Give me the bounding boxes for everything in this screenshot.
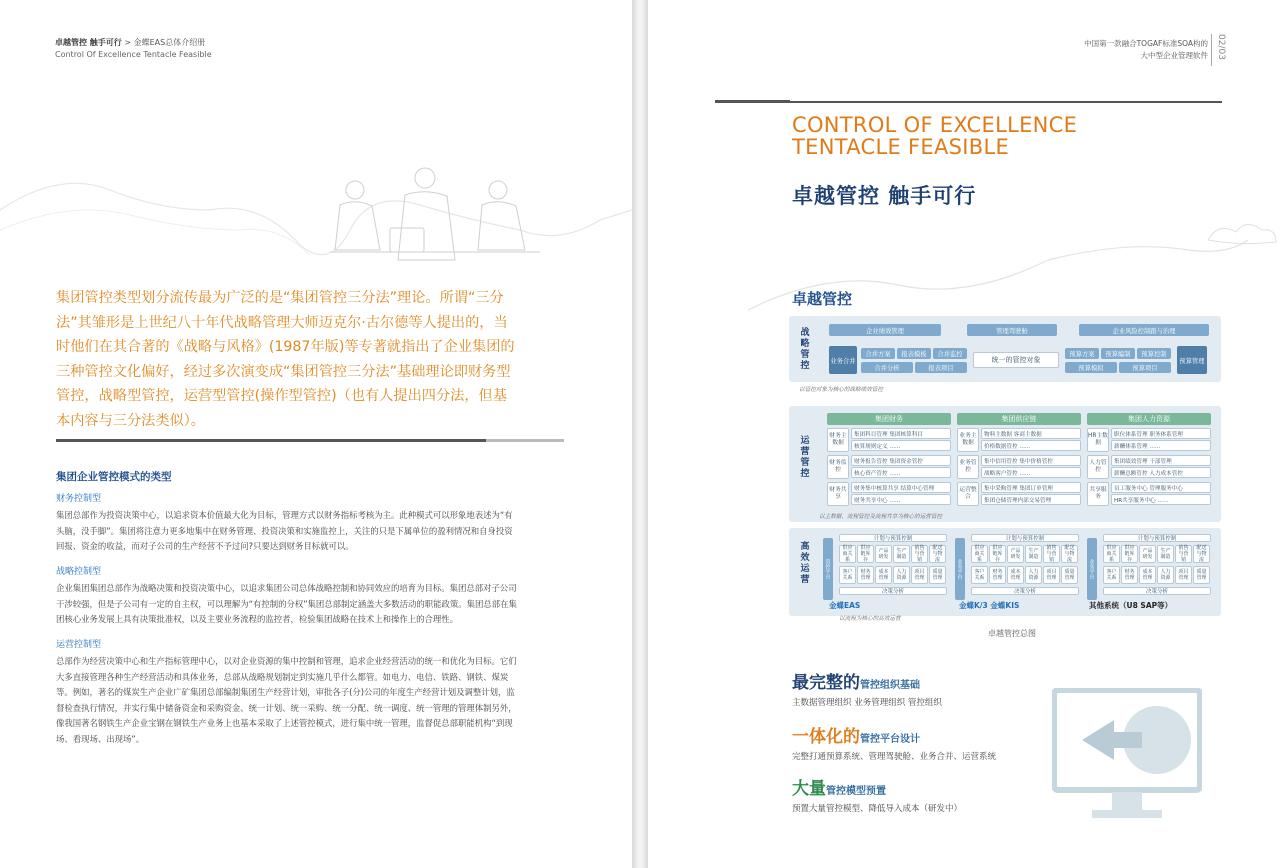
ops-cell: 客户关系 <box>839 566 856 584</box>
row-label: 业务管控 <box>957 455 979 479</box>
diagram-box: 管理驾驶舱 <box>967 324 1057 336</box>
ops-cell: 质量管理 <box>1193 566 1210 584</box>
row-item: 薪酬总额管控 人力成本管控 <box>1111 467 1211 478</box>
row-item: 核算规则定义 …… <box>851 440 951 451</box>
ops-cell: 供应商关系 <box>1103 545 1120 563</box>
platform-side: 业务平台 <box>1087 538 1097 600</box>
decision-bar: 决策分析 <box>1103 587 1211 595</box>
header-line-1: 中国第一款融合TOGAF标准SOA构的 <box>1084 39 1208 48</box>
ops-cell: 销售与营销 <box>1043 545 1060 563</box>
page-number: 02/03 <box>1211 34 1226 66</box>
ops-cell: 项目管理 <box>1043 566 1060 584</box>
row-item: 职位体系管理 职务体系管理 <box>1111 428 1211 439</box>
feature-small: 管控组织基础 <box>860 680 920 691</box>
diagram-note: 以流程为核心的高效运营 <box>839 616 901 622</box>
feature-desc: 完整打通预算系统、管理驾驶舱、业务合并、运营系统 <box>792 752 997 762</box>
diagram-box: 预算控制 <box>1137 348 1171 359</box>
row-item: 财务集中核算共享 结算中心管理 <box>851 482 951 493</box>
row-item: 物料主数据 客商主数据 <box>981 428 1081 439</box>
diagram-box: 合并分析 <box>861 362 913 373</box>
divider <box>56 439 564 442</box>
feature-big: 最完整的 <box>792 673 860 693</box>
title-en <box>792 114 1077 158</box>
feature-big: 大量 <box>792 779 826 799</box>
row-label: 运营整合 <box>957 482 979 506</box>
type-title: 财务控制型 <box>56 493 102 504</box>
row-item: 薪酬体系管理 …… <box>1111 440 1211 451</box>
type-body: 集团总部作为投资决策中心，以追求资本价值最大化为目标，管理方式以财务指标考核为主。此种模式可以形象地表述为“有头脑，没手脚”。集团将注意力更多地集中在财务管理、投资决策和实施监控上，关注的只是下属单位的盈利情况和自身投资回报、资金的收益，而对子公司的生产经营不予过问?只要达到财务目标就可以。 <box>56 510 513 551</box>
diagram-box: 企业绩效管理 <box>829 324 941 336</box>
ops-cell: 财务管理 <box>857 566 874 584</box>
ops-cell: 供应商关系 <box>971 545 988 563</box>
system-logo: 金蝶EAS <box>829 601 861 610</box>
band-label: 高效运营 <box>800 542 810 585</box>
type-title: 运营控制型 <box>56 639 102 650</box>
feature-small: 管控模型预置 <box>826 786 886 797</box>
ops-cell: 供应链库存 <box>1121 545 1138 563</box>
divider <box>715 101 1222 103</box>
right-page <box>648 0 1280 868</box>
diagram-box: 报表项目 <box>915 362 967 373</box>
ops-cell: 销售与营销 <box>911 545 928 563</box>
ops-cell: 供应链库存 <box>989 545 1006 563</box>
ops-cell: 成本管理 <box>1007 566 1024 584</box>
section-title: 卓越管控 <box>792 290 853 308</box>
row-item: HR共享服务中心 …… <box>1111 494 1211 505</box>
ops-cell: 销售与营销 <box>1175 545 1192 563</box>
type-title: 战略控制型 <box>56 566 102 577</box>
diagram-box: 预算模拟 <box>1065 362 1117 373</box>
feature-small: 管控平台设计 <box>860 734 920 745</box>
system-logo: 其他系统（U8 SAP等） <box>1089 601 1173 610</box>
row-item: 集中采购管理 集团订单管理 <box>981 482 1081 493</box>
ops-cell: 生产制造 <box>1025 545 1042 563</box>
diagram-box: 合并监控 <box>933 348 967 359</box>
book-gutter <box>632 0 648 868</box>
feature-big: 一体化的 <box>792 727 860 747</box>
diagram-caption: 卓越管控总图 <box>988 629 1036 638</box>
feature-desc: 预置大量管控模型、降低导入成本（研发中） <box>792 804 963 814</box>
ops-cell: 供应链库存 <box>857 545 874 563</box>
decision-bar: 决策分析 <box>971 587 1079 595</box>
ops-cell: 人力资源 <box>1157 566 1174 584</box>
diagram-box: 预算编制 <box>1101 348 1135 359</box>
ops-cell: 客户关系 <box>971 566 988 584</box>
diagram-box: 统一的管控对象 <box>973 352 1059 368</box>
row-label: 业务主数据 <box>957 428 979 452</box>
header-cn-sub: > 金蝶EAS总体介绍册 <box>121 38 206 47</box>
diagram-box: 报表模板 <box>897 348 931 359</box>
column-header: 集团人力资源 <box>1087 413 1211 425</box>
row-item: 核心资产管控 …… <box>851 467 951 478</box>
row-item: 财务报告管控 集团资金管控 <box>851 455 951 466</box>
system-logo: 金蝶K/3 金蝶KIS <box>959 601 1020 610</box>
monitor-globe-icon <box>1052 688 1202 828</box>
feature-desc: 主数据管理组织 业务管理组织 管控组织 <box>792 698 942 708</box>
ops-cell: 人力资源 <box>1025 566 1042 584</box>
diagram-box: 预算管理 <box>1177 346 1207 374</box>
ops-cell: 财务管理 <box>989 566 1006 584</box>
header-cn-bold: 卓越管控 触手可行 <box>55 38 122 47</box>
row-item: 财务共享中心 …… <box>851 494 951 505</box>
intro-paragraph: 集团管控类型划分流传最为广泛的是“集团管控三分法”理论。所谓“三分法”其雏形是上世纪八十年代战略管理大师迈克尔·古尔德等人提出的，当时他们在其合著的《战略与风格》(1987年版)等专著就指出了企业集团的三种管控文化偏好，经过多次演变成“集团管控三分法”基础理论即财务型管控，战略型管控，运营型管控(操作型管控)（也有人提出四分法，但基本内容与三分法类似）。 <box>56 290 515 429</box>
diagram-box: 预算方案 <box>1065 348 1099 359</box>
row-item: 员工服务中心 管理服务中心 <box>1111 482 1211 493</box>
title-en-line-1: CONTROL OF EXCELLENCE <box>792 113 1078 137</box>
ops-cell: 产品研发 <box>1007 545 1024 563</box>
left-page <box>0 0 632 868</box>
ops-cell: 质量管理 <box>929 566 946 584</box>
row-item: 集团科目管理 集团核算科目 <box>851 428 951 439</box>
diagram-box: 业务合并 <box>829 346 857 374</box>
types-heading: 集团企业管控模式的类型 <box>56 471 172 483</box>
ops-cell: 配送与物流 <box>1061 545 1078 563</box>
ops-cell: 生产制造 <box>893 545 910 563</box>
ops-cell: 人力资源 <box>893 566 910 584</box>
ops-cell: 生产制造 <box>1157 545 1174 563</box>
ops-cell: 产品研发 <box>1139 545 1156 563</box>
ops-cell: 成本管理 <box>1139 566 1156 584</box>
ops-cell: 供应商关系 <box>839 545 856 563</box>
row-item: 集团绩效管理 干部管理 <box>1111 455 1211 466</box>
row-label: 财务监控 <box>827 455 849 479</box>
title-cn: 卓越管控 触手可行 <box>792 184 977 208</box>
ops-cell: 产品研发 <box>875 545 892 563</box>
ops-cell: 项目管理 <box>1175 566 1192 584</box>
diagram-note: 以主数据、流程管控及流程共享为核心的运营管控 <box>819 514 943 520</box>
header-en: Control Of Excellence Tentacle Feasible <box>55 50 212 59</box>
plan-bar: 计划与预算控制 <box>839 534 947 542</box>
ops-cell: 客户关系 <box>1103 566 1120 584</box>
control-diagram <box>789 316 1221 624</box>
band-label: 运营管控 <box>800 436 810 479</box>
ops-cell: 项目管理 <box>911 566 928 584</box>
ops-cell: 财务管理 <box>1121 566 1138 584</box>
strategy-band <box>789 316 1221 382</box>
column-header: 集团供应链 <box>957 413 1081 425</box>
control-types-section <box>56 470 518 747</box>
feature-item <box>792 774 962 814</box>
row-item: 战略客户管控 …… <box>981 467 1081 478</box>
decision-bar: 决策分析 <box>839 587 947 595</box>
header-line-2: 大中型企业管理软件 <box>1140 51 1208 60</box>
diagram-note: 以管控对象为核心的战略绩效管控 <box>799 387 883 393</box>
diagram-box: 企业风险控制跟与治理 <box>1079 324 1209 336</box>
row-label: 人力管控 <box>1087 455 1109 479</box>
ops-cell: 质量管理 <box>1061 566 1078 584</box>
type-body: 企业集团集团总部作为战略决策和投资决策中心，以追求集团公司总体战略控制和协同效应的培育为目标。集团总部对子公司干涉较强，但是子公司有一定的自主权，可以理解为“有控制的分权”集团总部制定涵盖大多数活动的职能政策。集团总部在集团核心业务发展上具有决策批准权，以及主要业务流程的监控者，检验集团战略在技术上和操作上的合理性。 <box>56 583 517 624</box>
plan-bar: 计划与预算控制 <box>1103 534 1211 542</box>
ops-cell: 配送与物流 <box>929 545 946 563</box>
feature-item <box>792 722 996 762</box>
row-label: 财务主数据 <box>827 428 849 452</box>
diagram-box: 预算项目 <box>1119 362 1171 373</box>
row-item: 价格数据管控 …… <box>981 440 1081 451</box>
band-label: 战略管控 <box>800 328 810 371</box>
row-item: 集中信用管控 集中价格管控 <box>981 455 1081 466</box>
row-label: 财务共享 <box>827 482 849 506</box>
type-body: 总部作为经营决策中心和生产指标管理中心，以对企业资源的集中控制和管理，追求企业经营活动的统一和优化为目标。它们大多直接管理各种生产经营活动和具体业务，总部从战略规划制定到实施几乎什么都管。如电力、电信、铁路、钢铁、煤炭等。例如，著名的煤炭生产企业广矿集团总部编制集团生产经营计划，审批各子(分)公司的年度生产经营计划及调整计划，监督检查执行情况，并实行集中储备资金和采购资金、统一计划、统一采购、统一分配、统一调度、统一管理的管理体制另外，像我国著名钢铁生产企业宝钢在钢铁生产业务上也基本采取了上述管控模式，进行集中统一管理，监督促总部职能机构“到现场、看现场、出现场”。 <box>56 656 517 744</box>
ops-cell: 成本管理 <box>875 566 892 584</box>
ops-cell: 配送与物流 <box>1193 545 1210 563</box>
row-label: 共享服务 <box>1087 482 1109 506</box>
plan-bar: 计划与预算控制 <box>971 534 1079 542</box>
platform-side: 业务平台 <box>955 538 965 600</box>
column-header: 集团财务 <box>827 413 951 425</box>
diagram-box: 合并方案 <box>861 348 895 359</box>
feature-item <box>792 668 942 708</box>
platform-side: 管控平台 <box>823 538 833 600</box>
title-en-line-2: TENTACLE FEASIBLE <box>792 135 1010 159</box>
row-item: 集团仓储管理内部交易管理 <box>981 494 1081 505</box>
left-running-header <box>55 37 212 61</box>
row-label: HR主数据 <box>1087 428 1109 452</box>
right-running-header <box>1084 38 1208 62</box>
